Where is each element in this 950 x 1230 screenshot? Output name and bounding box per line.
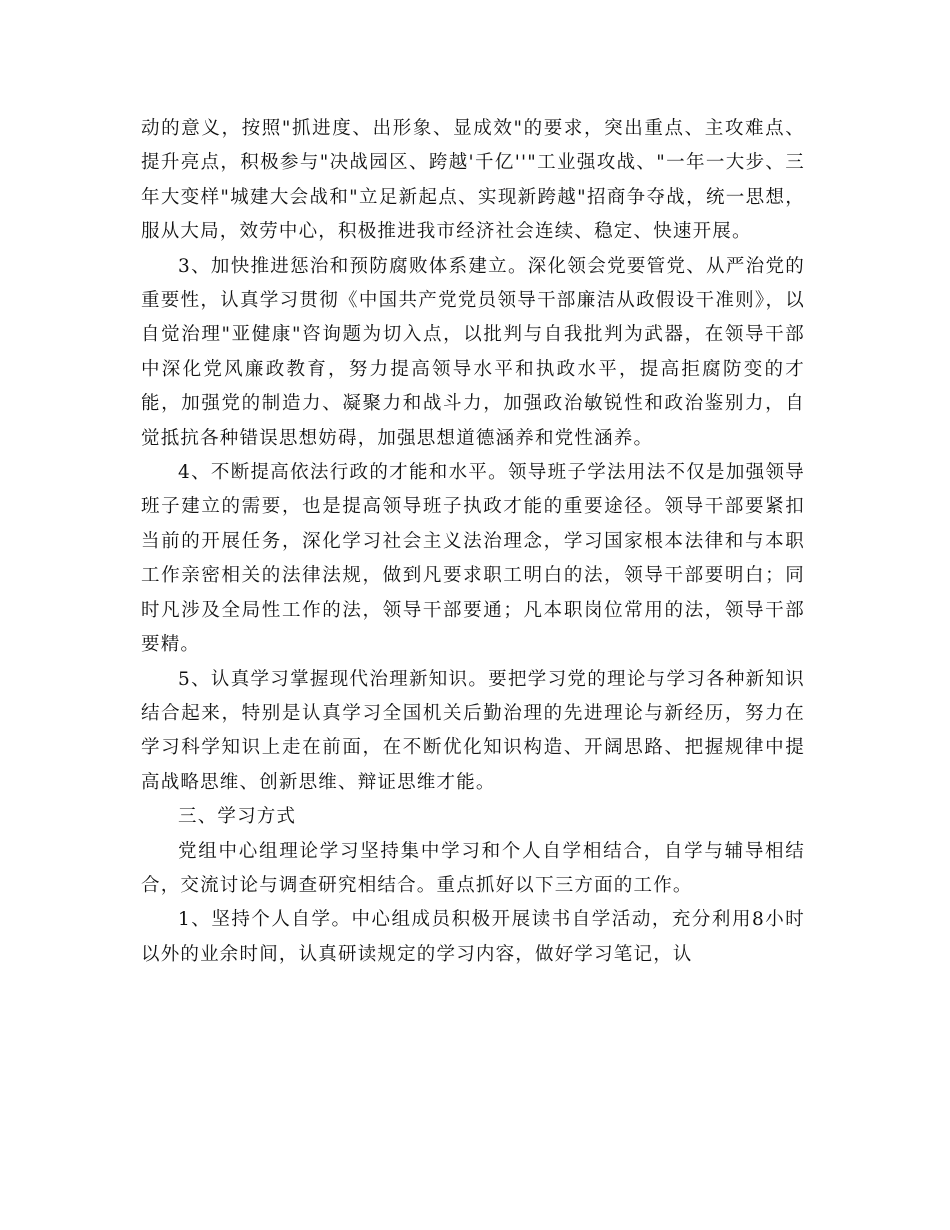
document-body [141, 112, 805, 972]
paragraph-study-method: 党组中心组理论学习坚持集中学习和个人自学相结合，自学与辅导相结合，交流讨论与调查研究相结合。重点抓好以下三方面的工作。 [141, 840, 805, 896]
paragraph-item-3: 3、加快推进惩治和预防腐败体系建立。深化领会党要管党、从严治党的重要性，认真学习贯彻《中国共产党党员领导干部廉洁从政假设干准则》，以自觉治理"亚健康"咨询题为切入点，以批判与自我批判为武器，在领导干部中深化党风廉政教育，努力提高领导水平和执政水平，提高拒腐防变的才能，加强党的制造力、凝聚力和战斗力，加强政治敏锐性和政治鉴别力，自觉抵抗各种错误思想妨碍，加强思想道德涵养和党性涵养。 [141, 255, 805, 449]
section-heading-3: 三、学习方式 [178, 806, 297, 828]
paragraph-item-4: 4、不断提高依法行政的才能和水平。领导班子学法用法不仅是加强领导班子建立的需要，也是提高领导班子执政才能的重要途径。领导干部要紧扣当前的开展任务，深化学习社会主义法治理念，学习国家根本法律和与本职工作亲密相关的法律法规，做到凡要求职工明白的法，领导干部要明白；同时凡涉及全局性工作的法，领导干部要通；凡本职岗位常用的法，领导干部要精。 [141, 462, 805, 656]
paragraph-continuation: 动的意义，按照"抓进度、出形象、显成效"的要求，突出重点、主攻难点、提升亮点，积极参与"决战园区、跨越'千亿''"工业强攻战、"一年一大步、三年大变样"城建大会战和"立足新起点、实现新跨越"招商争夺战，统一思想，服从大局，效劳中心，积极推进我市经济社会连续、稳定、快速开展。 [141, 118, 805, 243]
paragraph-item-5: 5、认真学习掌握现代治理新知识。要把学习党的理论与学习各种新知识结合起来，特别是认真学习全国机关后勤治理的先进理论与新经历，努力在学习科学知识上走在前面，在不断优化知识构造、开阔思路、把握规律中提高战略思维、创新思维、辩证思维才能。 [141, 668, 805, 793]
paragraph-method-1: 1、坚持个人自学。中心组成员积极开展读书自学活动，充分利用8小时以外的业余时间，认真研读规定的学习内容，做好学习笔记，认 [141, 909, 805, 965]
